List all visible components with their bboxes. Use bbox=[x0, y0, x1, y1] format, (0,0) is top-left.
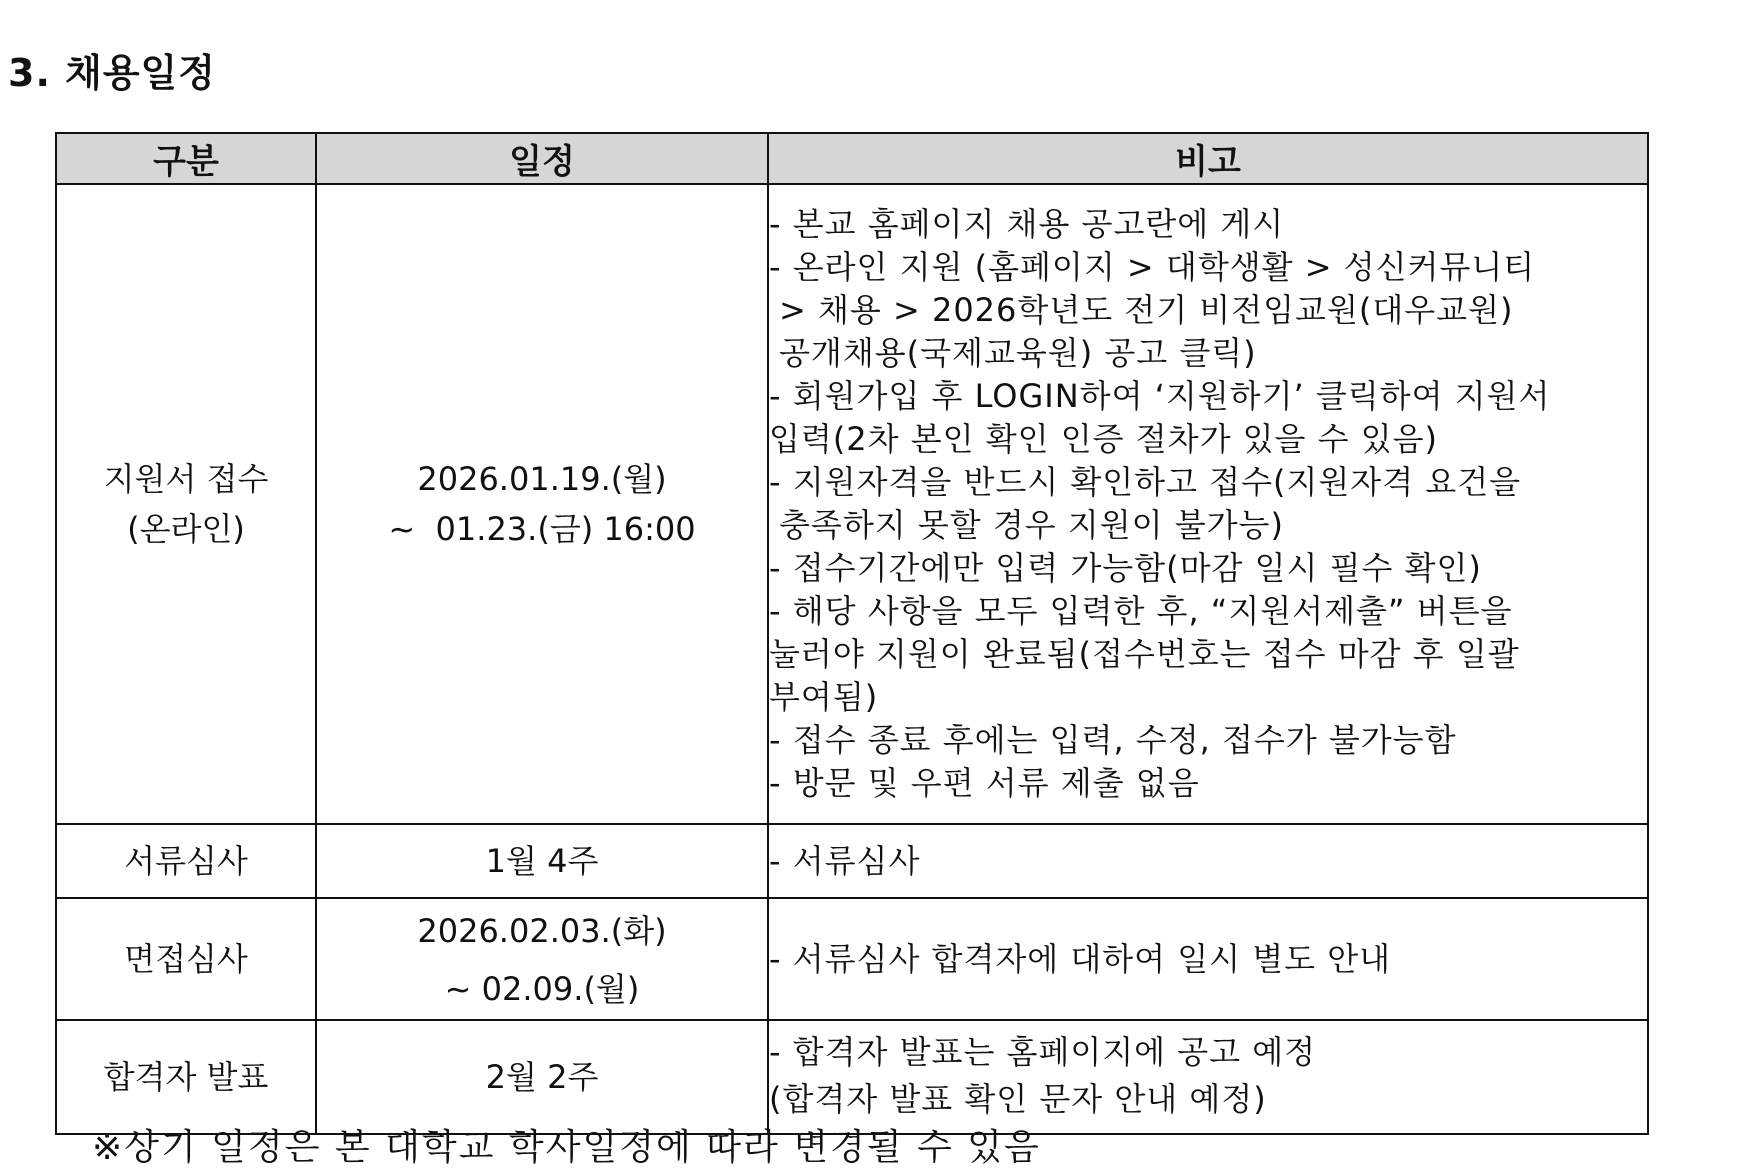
category-cell bbox=[56, 184, 316, 824]
remark-line: > 채용 > 2026학년도 전기 비전임교원(대우교원) bbox=[779, 291, 1514, 329]
remark-line: 부여됨) bbox=[769, 678, 879, 716]
date-start: 2월 2주 bbox=[485, 1058, 599, 1096]
remark-item bbox=[769, 1031, 1647, 1124]
table-row-interview bbox=[56, 898, 1648, 1020]
category-sublabel: (온라인) bbox=[127, 510, 245, 548]
category-label: 면접심사 bbox=[124, 940, 248, 978]
remark-line: - 온라인 지원 (홈페이지 > 대학생활 > 성신커뮤니티 bbox=[769, 248, 1536, 286]
remark-line: - 본교 홈페이지 채용 공고란에 게시 bbox=[769, 205, 1285, 243]
header-remarks: 비고 bbox=[768, 133, 1648, 184]
remark-line: 눌러야 지원이 완료됨(접수번호는 접수 마감 후 일괄 bbox=[769, 635, 1520, 673]
schedule-footnote: ※상기 일정은 본 대학교 학사일정에 따라 변경될 수 있음 bbox=[92, 1127, 1041, 1168]
remark-item bbox=[769, 840, 1647, 883]
remark-item bbox=[769, 590, 1647, 719]
category-cell bbox=[56, 1020, 316, 1134]
category-label: 지원서 접수 bbox=[103, 460, 269, 498]
remark-line: - 접수 종료 후에는 입력, 수정, 접수가 불가능함 bbox=[769, 721, 1457, 759]
date-cell bbox=[316, 1020, 768, 1134]
date-end: ~ 01.23.(금) 16:00 bbox=[388, 510, 696, 548]
remark-item bbox=[769, 547, 1647, 590]
remark-item bbox=[769, 719, 1647, 762]
remark-line: - 회원가입 후 LOGIN하여 ‘지원하기’ 클릭하여 지원서 bbox=[769, 377, 1551, 415]
remarks-cell bbox=[768, 184, 1648, 824]
category-cell bbox=[56, 824, 316, 898]
remark-item bbox=[769, 938, 1647, 981]
remark-item bbox=[769, 461, 1647, 547]
date-cell bbox=[316, 184, 768, 824]
remark-item bbox=[769, 246, 1647, 375]
remark-line: 공개채용(국제교육원) 공고 클릭) bbox=[779, 334, 1257, 372]
table-row-announcement bbox=[56, 1020, 1648, 1134]
remark-line: (합격자 발표 확인 문자 안내 예정) bbox=[769, 1079, 1267, 1118]
date-end: ~ 02.09.(월) bbox=[444, 970, 640, 1008]
header-category: 구분 bbox=[56, 133, 316, 184]
remark-item bbox=[769, 203, 1647, 246]
remarks-cell bbox=[768, 1020, 1648, 1134]
category-cell bbox=[56, 898, 316, 1020]
header-schedule: 일정 bbox=[316, 133, 768, 184]
remarks-cell bbox=[768, 898, 1648, 1020]
table-row-application bbox=[56, 184, 1648, 824]
date-start: 1월 4주 bbox=[485, 842, 599, 880]
remark-line: - 방문 및 우편 서류 제출 없음 bbox=[769, 764, 1200, 802]
remark-line: - 서류심사 bbox=[769, 841, 921, 880]
remark-line: - 지원자격을 반드시 확인하고 접수(지원자격 요건을 bbox=[769, 463, 1522, 501]
remark-line: - 해당 사항을 모두 입력한 후, “지원서제출” 버튼을 bbox=[769, 592, 1513, 630]
date-cell bbox=[316, 898, 768, 1020]
date-cell bbox=[316, 824, 768, 898]
date-start: 2026.01.19.(월) bbox=[417, 460, 667, 498]
category-label: 서류심사 bbox=[124, 842, 248, 880]
remark-line: 충족하지 못할 경우 지원이 불가능) bbox=[779, 506, 1284, 544]
recruitment-schedule-table bbox=[55, 132, 1649, 1135]
date-start: 2026.02.03.(화) bbox=[417, 912, 667, 950]
table-row-document-review bbox=[56, 824, 1648, 898]
category-label: 합격자 발표 bbox=[103, 1058, 269, 1096]
remark-line: - 접수기간에만 입력 가능함(마감 일시 필수 확인) bbox=[769, 549, 1482, 587]
table-header-row bbox=[56, 133, 1648, 184]
remark-item bbox=[769, 375, 1647, 461]
section-title: 3. 채용일정 bbox=[8, 51, 216, 95]
remark-line: 입력(2차 본인 확인 인증 절차가 있을 수 있음) bbox=[769, 420, 1439, 458]
remarks-cell bbox=[768, 824, 1648, 898]
remark-item bbox=[769, 762, 1647, 805]
remark-line: - 서류심사 합격자에 대하여 일시 별도 안내 bbox=[769, 939, 1392, 978]
remark-line: - 합격자 발표는 홈페이지에 공고 예정 bbox=[769, 1032, 1317, 1071]
